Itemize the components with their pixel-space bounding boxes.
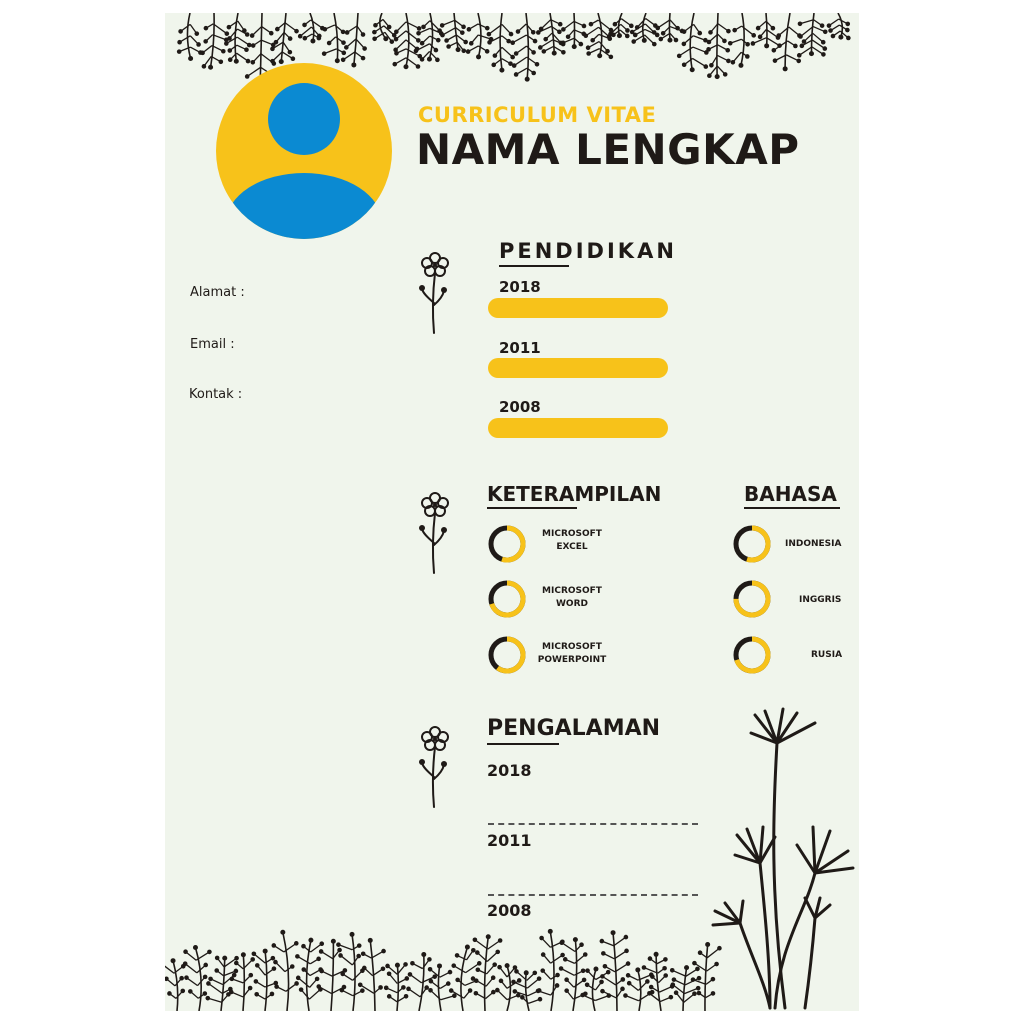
- skill-label: MICROSOFT WORD: [542, 586, 602, 609]
- dashed-divider: [488, 894, 698, 896]
- education-bar: [488, 418, 668, 438]
- heading-underline: [744, 507, 840, 509]
- dashed-divider: [488, 823, 698, 825]
- heading-underline: [499, 265, 569, 267]
- language-level-ring: [732, 524, 772, 564]
- heading-underline: [487, 743, 559, 745]
- flower-icon: [415, 719, 457, 809]
- education-bar: [488, 298, 668, 318]
- education-bar: [488, 358, 668, 378]
- education-year: 2011: [499, 339, 541, 357]
- language-label: RUSIA: [811, 650, 843, 660]
- full-name: NAMA LENGKAP: [416, 125, 800, 174]
- skills-heading: KETERAMPILAN: [487, 482, 662, 506]
- experience-year: 2018: [487, 761, 532, 780]
- languages-heading: BAHASA: [744, 482, 837, 506]
- language-label: INDONESIA: [785, 539, 842, 549]
- education-heading: PENDIDIKAN: [499, 239, 677, 263]
- education-year: 2008: [499, 398, 541, 416]
- avatar: [215, 63, 395, 243]
- experience-year: 2011: [487, 831, 532, 850]
- flower-icon: [415, 245, 457, 335]
- email-label: Email :: [190, 337, 235, 352]
- language-level-ring: [732, 635, 772, 675]
- skill-level-ring: [487, 635, 527, 675]
- experience-year: 2008: [487, 901, 532, 920]
- education-year: 2018: [499, 278, 541, 296]
- language-level-ring: [732, 579, 772, 619]
- cv-page: [165, 13, 859, 1011]
- heading-underline: [487, 507, 577, 509]
- language-label: INGGRIS: [799, 595, 842, 605]
- experience-heading: PENGALAMAN: [487, 716, 661, 741]
- phone-label: Kontak :: [189, 387, 243, 402]
- skill-level-ring: [487, 579, 527, 619]
- skill-label: MICROSOFT EXCEL: [542, 529, 602, 552]
- skill-label: MICROSOFT POWERPOINT: [537, 642, 607, 665]
- cv-subtitle: CURRICULUM VITAE: [418, 103, 657, 127]
- address-label: Alamat :: [190, 285, 245, 300]
- flower-icon: [415, 485, 457, 575]
- skill-level-ring: [487, 524, 527, 564]
